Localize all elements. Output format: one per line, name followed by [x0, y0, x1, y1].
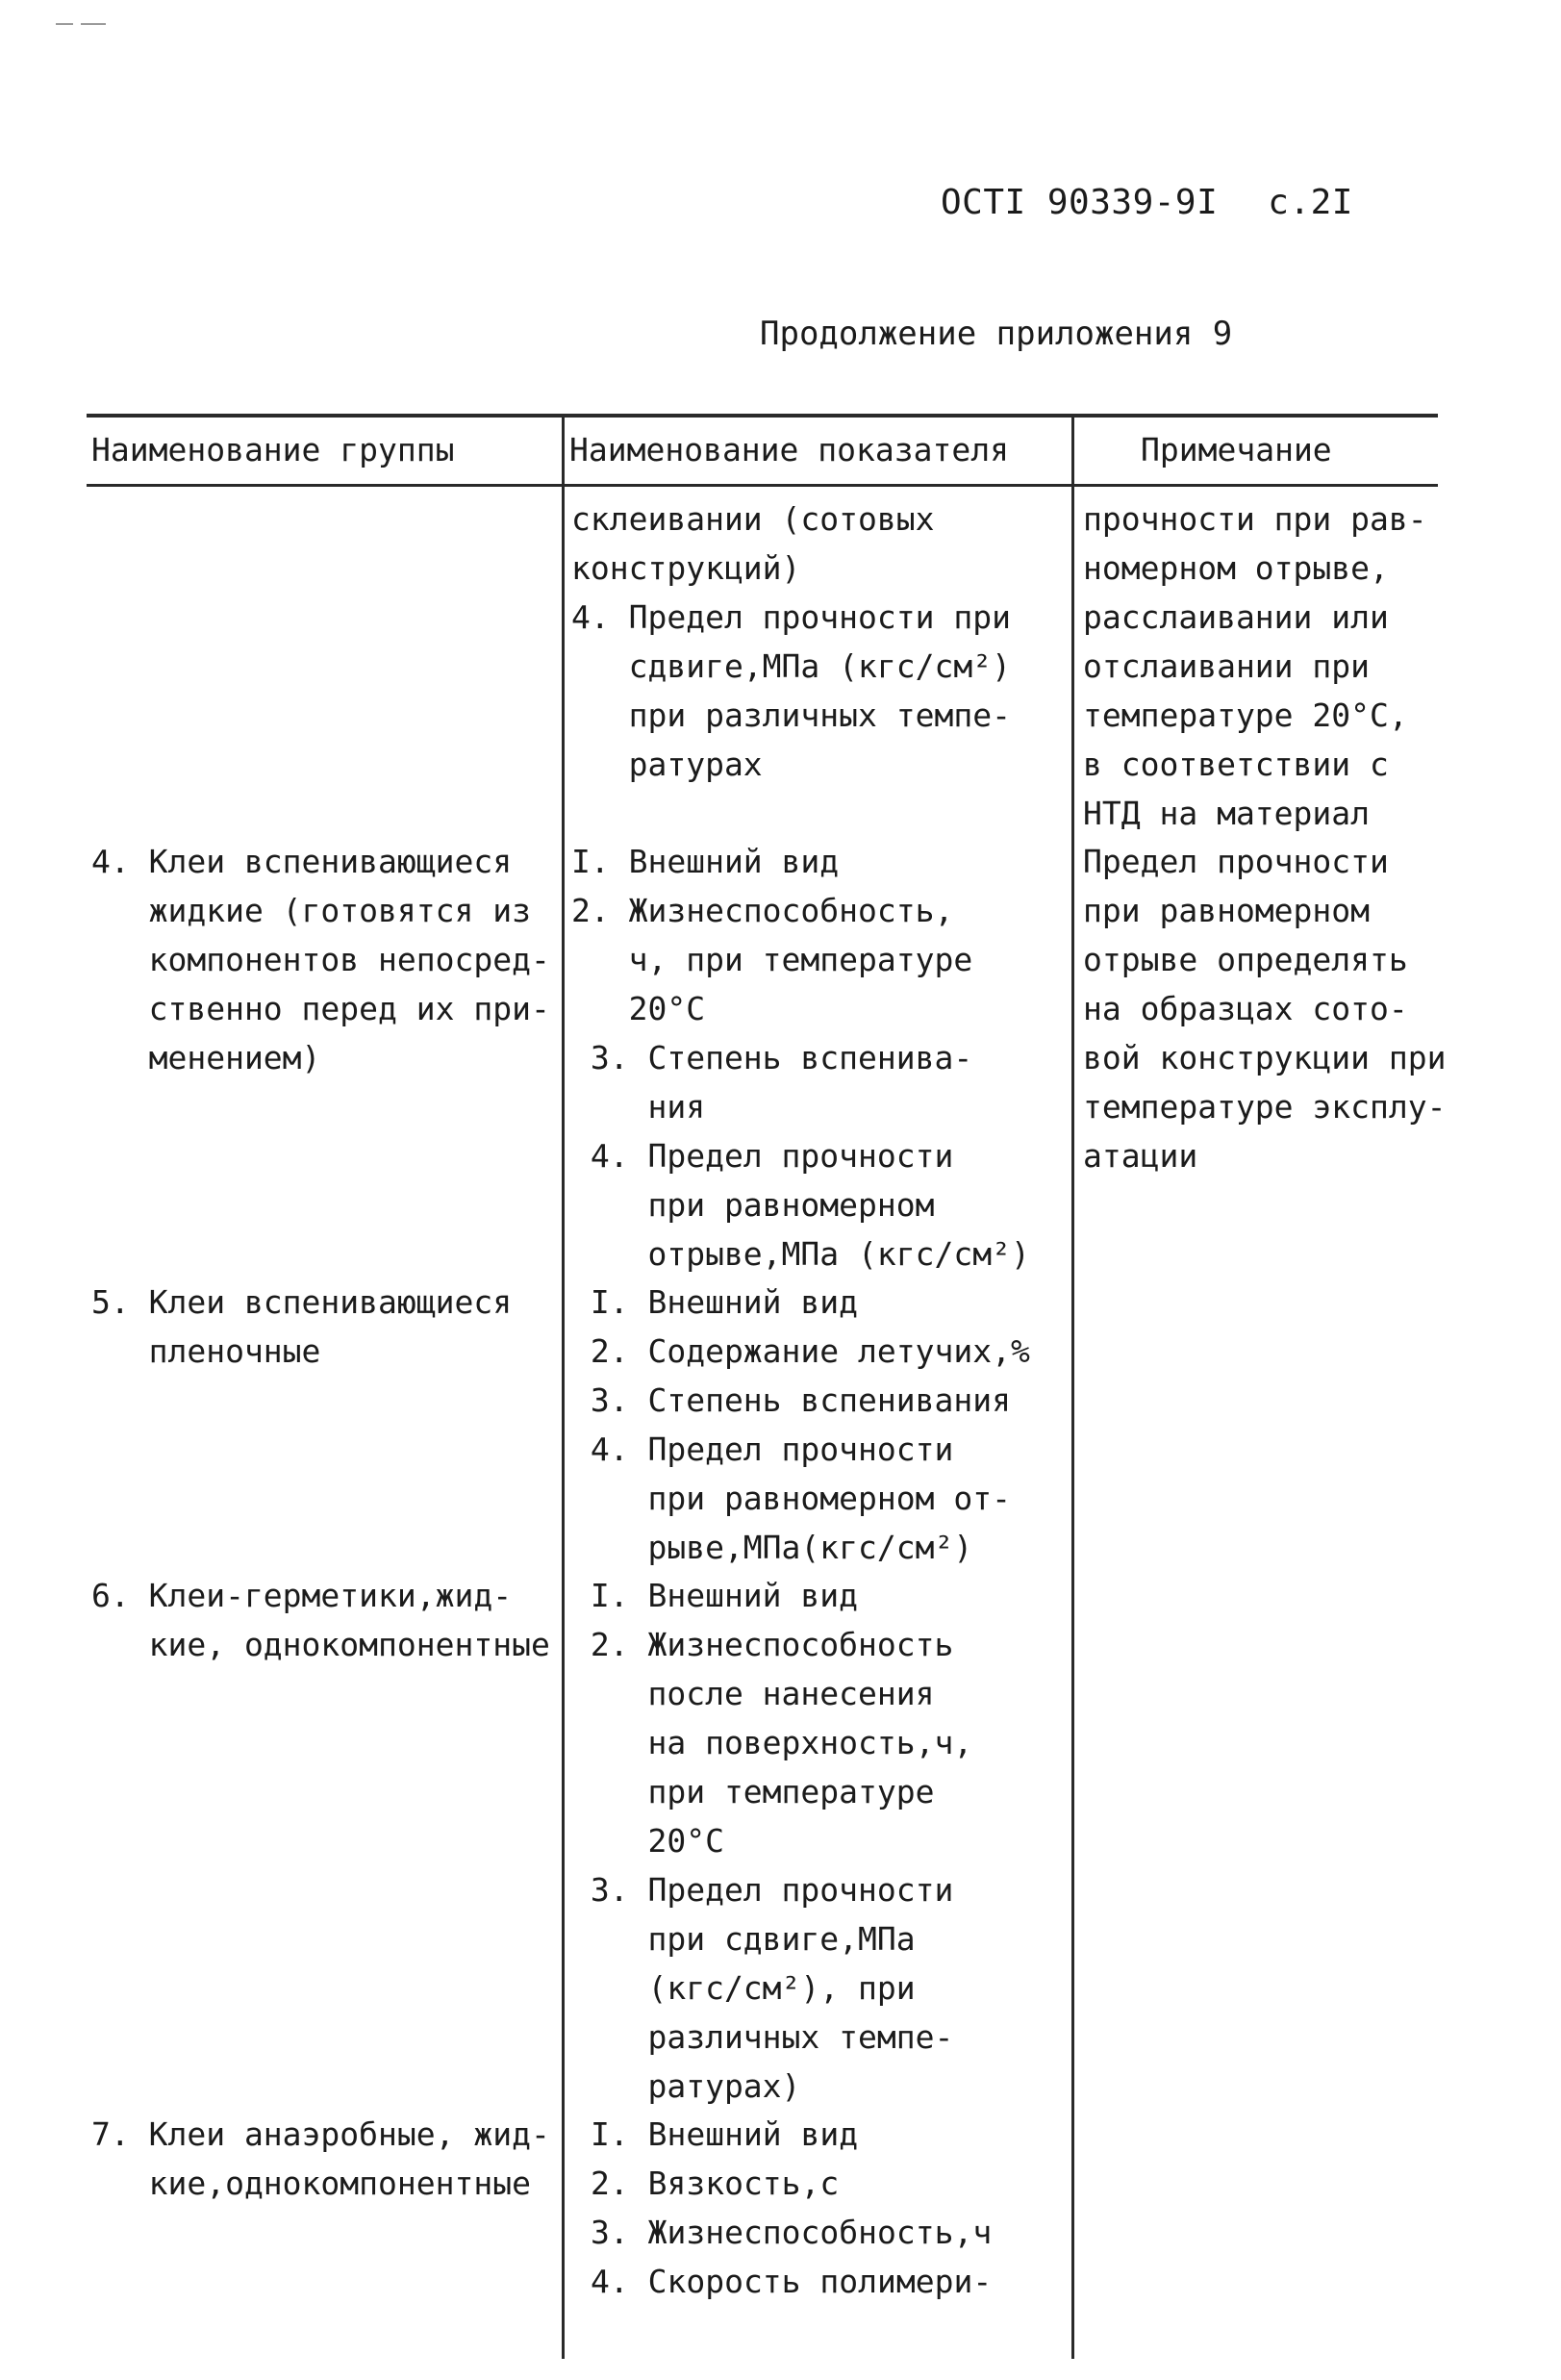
- column-divider-1: [562, 416, 565, 2359]
- indicator-line: 4. Предел прочности: [571, 1431, 954, 1468]
- indicator-line: I. Внешний вид: [571, 843, 840, 880]
- note-line: отслаивании при: [1083, 647, 1371, 685]
- column-header-note: Примечание: [1141, 431, 1332, 468]
- indicator-line: различных темпе-: [571, 2018, 954, 2056]
- indicator-line: после нанесения: [571, 1675, 935, 1712]
- group-line: жидкие (готовятся из: [91, 892, 531, 929]
- indicator-line: при сдвиге,МПа: [571, 1920, 916, 1958]
- document-header: [941, 183, 1353, 222]
- indicator-line: при равномерном от-: [571, 1480, 1011, 1517]
- group-line: кие, однокомпонентные: [91, 1626, 550, 1663]
- indicator-line: 2. Вязкость,с: [591, 2165, 840, 2202]
- note-line: отрыве определять: [1083, 941, 1408, 978]
- indicator-line: I. Внешний вид: [571, 1577, 859, 1614]
- document-code: ОСТI 90339-9I: [941, 183, 1219, 222]
- scan-mark: [56, 23, 113, 26]
- continuation-label: Продолжение приложения 9: [760, 315, 1233, 353]
- note-line: атации: [1083, 1137, 1198, 1175]
- group-line: компонентов непосред-: [91, 941, 550, 978]
- indicator-line: сдвиге,МПа (кгс/см²): [571, 647, 1011, 685]
- indicator-line: I. Внешний вид: [571, 1283, 859, 1321]
- indicator-line: конструкций): [571, 549, 801, 587]
- note-line: температуре 20°С,: [1083, 696, 1408, 734]
- indicator-line: при различных темпе-: [571, 696, 1011, 734]
- indicator-line: при равномерном: [571, 1186, 935, 1224]
- indicator-line: отрыве,МПа (кгс/см²): [571, 1235, 1030, 1273]
- indicator-line: 4. Предел прочности при: [571, 598, 1011, 636]
- indicator-line: склеивании (сотовых: [571, 500, 935, 538]
- note-line: при равномерном: [1083, 892, 1371, 929]
- indicator-line: на поверхность,ч,: [571, 1724, 973, 1761]
- note-line: Предел прочности: [1083, 843, 1389, 880]
- note-line: в соответствии с: [1083, 746, 1389, 783]
- indicator-line: ч, при температуре: [571, 941, 973, 978]
- group-line: 6. Клеи-герметики,жид-: [91, 1577, 513, 1614]
- column-header-group: Наименование группы: [91, 431, 455, 468]
- indicator-line: I. Внешний вид: [591, 2115, 859, 2153]
- indicator-line: 3. Предел прочности: [571, 1871, 954, 1909]
- table-top-rule: [87, 414, 1438, 418]
- indicator-line: ратурах: [571, 746, 763, 783]
- indicator-line: ния: [571, 1088, 706, 1126]
- group-line: 7. Клеи анаэробные, жид-: [91, 2115, 550, 2153]
- note-line: прочности при рав-: [1083, 500, 1427, 538]
- indicator-line: 2. Содержание летучих,%: [571, 1332, 1030, 1370]
- indicator-line: 2. Жизнеспособность,: [571, 892, 954, 929]
- group-line: менением): [91, 1039, 321, 1076]
- indicator-line: при температуре: [571, 1773, 935, 1810]
- indicator-line: рыве,МПа(кгс/см²): [571, 1529, 973, 1566]
- note-line: температуре эксплу-: [1083, 1088, 1447, 1126]
- indicator-line: 20°С: [571, 990, 706, 1027]
- column-header-indicator: Наименование показателя: [569, 431, 1009, 468]
- page-number: с.2I: [1268, 183, 1353, 222]
- note-line: НТД на материал: [1083, 795, 1371, 832]
- indicator-line: 20°С: [571, 1822, 724, 1860]
- note-line: номерном отрыве,: [1083, 549, 1389, 587]
- indicator-line: (кгс/см²), при: [571, 1969, 916, 2007]
- indicator-line: 4. Скорость полимери-: [591, 2263, 993, 2300]
- indicator-line: 4. Предел прочности: [571, 1137, 954, 1175]
- indicator-line: 3. Степень вспенивания: [571, 1381, 1011, 1419]
- note-line: на образцах сото-: [1083, 990, 1408, 1027]
- indicator-line: 3. Жизнеспособность,ч: [591, 2214, 993, 2251]
- group-line: 5. Клеи вспенивающиеся: [91, 1283, 513, 1321]
- group-line: ственно перед их при-: [91, 990, 550, 1027]
- group-line: 4. Клеи вспенивающиеся: [91, 843, 513, 880]
- indicator-line: ратурах): [571, 2067, 801, 2105]
- note-line: вой конструкции при: [1083, 1039, 1447, 1076]
- group-line: кие,однокомпонентные: [91, 2165, 531, 2202]
- indicator-line: 3. Степень вспенива-: [571, 1039, 973, 1076]
- note-line: расслаивании или: [1083, 598, 1389, 636]
- group-line: пленочные: [91, 1332, 321, 1370]
- column-divider-2: [1071, 416, 1074, 2359]
- table-header-rule: [87, 484, 1438, 487]
- indicator-line: 2. Жизнеспособность: [571, 1626, 954, 1663]
